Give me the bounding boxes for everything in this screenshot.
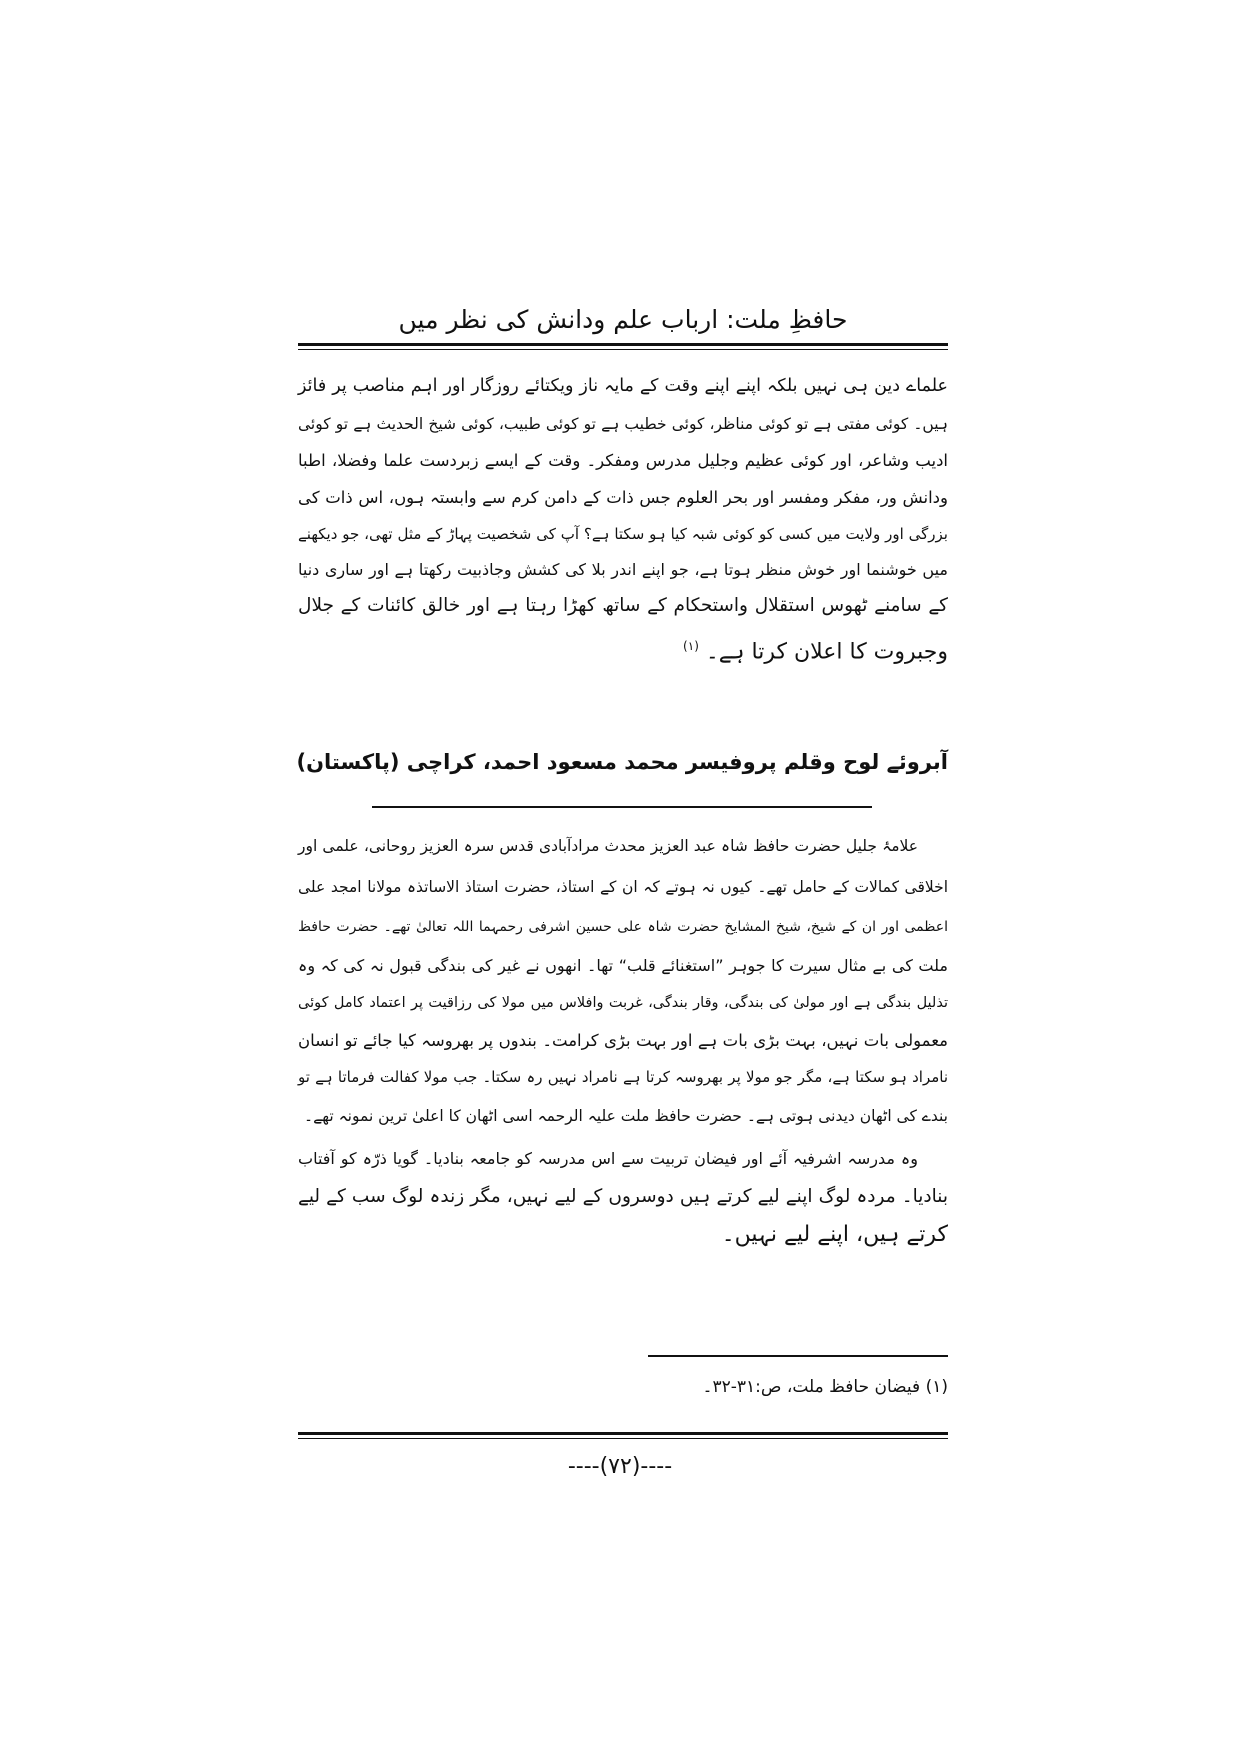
paragraph1-line: ودانش ور، مفکر ومفسر اور بحر العلوم جس ذات کے دامن کرم سے وابستہ ہوں، اس ذات کی xyxy=(298,488,948,507)
paragraph2-line: ملت کی بے مثال سیرت کا جوہر ”استغنائے قلب“ تھا۔ انھوں نے غیر کی بندگی قبول نہ کی کہ وہ xyxy=(298,956,948,975)
footnote: (۱) فیضان حافظ ملت، ص:۳۱-۳۲۔ xyxy=(702,1377,948,1397)
footnote-separator xyxy=(648,1355,948,1357)
paragraph1-line: کے سامنے ٹھوس استقلال واستحکام کے ساتھ کھڑا رہتا ہے اور خالق کائنات کے جلال xyxy=(298,595,948,616)
paragraph1-line: ادیب وشاعر، اور کوئی عظیم وجلیل مدرس ومفکر۔ وقت کے ایسے زبردست علما وفضلا، اطبا xyxy=(298,451,948,470)
paragraph1-line: ہیں۔ کوئی مفتی ہے تو کوئی مناظر، کوئی خطیب ہے تو کوئی طبیب، کوئی شیخ الحدیث ہے تو کوئی xyxy=(298,415,948,433)
paragraph2-line: بندے کی اٹھان دیدنی ہوتی ہے۔ حضرت حافظ ملت علیہ الرحمہ اسی اٹھان کا اعلیٰ ترین نمونہ تھے۔ xyxy=(304,1107,948,1125)
paragraph2-line: نامراد ہو سکتا ہے، مگر جو مولا پر بھروسہ کرتا ہے نامراد نہیں رہ سکتا۔ جب مولا کفالت فرماتا ہے تو xyxy=(298,1068,948,1086)
paragraph2-line: اعظمی اور ان کے شیخ، شیخ المشایخ حضرت شاہ علی حسین اشرفی رحمہما اللہ تعالیٰ تھے۔ حضرت حافظ xyxy=(298,919,948,935)
paragraph1-line: علماے دین ہی نہیں بلکہ اپنے اپنے وقت کے مایہ ناز ویکتائے روزگار اور اہم مناصب پر فائز xyxy=(298,376,948,396)
paragraph1-line: وجبروت کا اعلان کرتا ہے۔ xyxy=(705,639,948,665)
paragraph2-line: اخلاقی کمالات کے حامل تھے۔ کیوں نہ ہوتے کہ ان کے استاذ، حضرت استاذ الاساتذہ مولانا امجد علی xyxy=(298,878,948,896)
paragraph2-line: علامۂ جلیل حضرت حافظ شاہ عبد العزیز محدث مرادآبادی قدس سرہ العزیز روحانی، علمی اور xyxy=(298,837,918,855)
paragraph1-line: بزرگی اور ولایت میں کسی کو کوئی شبہ کیا ہو سکتا ہے؟ آپ کی شخصیت پہاڑ کے مثل تھی، جو دیکھنے xyxy=(298,525,948,543)
paragraph2-line: معمولی بات نہیں، بہت بڑی بات ہے اور بہت بڑی کرامت۔ بندوں پر بھروسہ کیا جائے تو انسان xyxy=(298,1031,948,1050)
footnote-reference[interactable]: (۱) xyxy=(683,639,699,653)
paragraph1-line: میں خوشنما اور خوش منظر ہوتا ہے، جو اپنے اندر بلا کی کشش وجاذبیت رکھتا ہے اور ساری دنیا xyxy=(298,560,948,579)
page-number: ----(۷۲)---- xyxy=(567,1454,673,1479)
footer-double-rule xyxy=(298,1432,948,1438)
section-heading: آبروئے لوح وقلم پروفیسر محمد مسعود احمد، کراچی (پاکستان) xyxy=(296,750,948,774)
paragraph3-line: کرتے ہیں، اپنے لیے نہیں۔ xyxy=(721,1222,948,1247)
paragraph3-line: وہ مدرسہ اشرفیہ آئے اور فیضان تربیت سے اس مدرسہ کو جامعہ بنادیا۔ گویا ذرّہ کو آفتاب xyxy=(298,1149,918,1168)
paragraph2-line: تذلیل بندگی ہے اور مولیٰ کی بندگی، وقار بندگی، غربت وافلاس میں مولا کی رزاقیت پر اعتماد کامل کوئی xyxy=(298,995,948,1011)
paragraph1-last-line xyxy=(298,628,948,664)
running-header: حافظِ ملت: ارباب علم ودانش کی نظر میں xyxy=(398,305,848,334)
header-double-rule xyxy=(298,343,948,349)
heading-underline xyxy=(372,806,872,808)
paragraph3-line: بنادیا۔ مردہ لوگ اپنے لیے کرتے ہیں دوسروں کے لیے نہیں، مگر زندہ لوگ سب کے لیے xyxy=(298,1186,948,1207)
